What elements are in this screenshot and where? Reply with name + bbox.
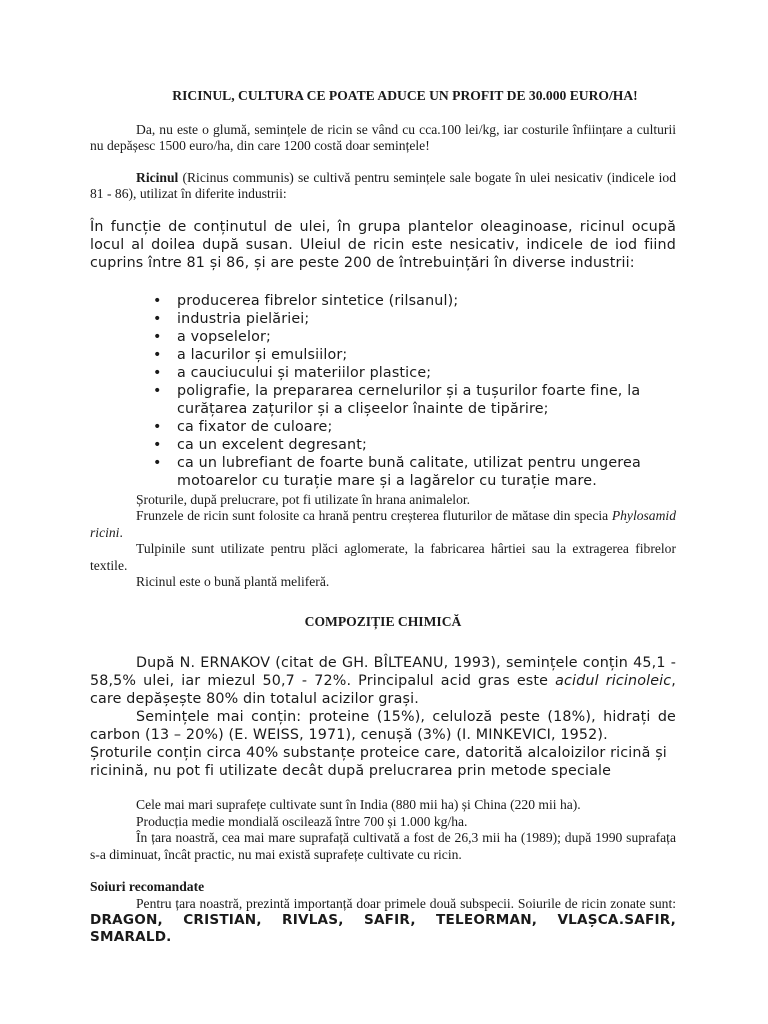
acid-name: acidul ricinoleic	[555, 673, 672, 689]
uses-list	[90, 292, 676, 490]
suprafete-paragraph-2: Producția medie mondială oscilează între 700 și 1.000 kg/ha.	[136, 813, 468, 829]
ricinul-bold: Ricinul	[136, 169, 179, 185]
section-title: COMPOZIȚIE CHIMICĂ	[304, 613, 462, 629]
compozitie-paragraph-1: După N. ERNAKOV (citat de GH. BÎLTEANU, 1993), semințele conțin 45,1 - 58,5% ulei, iar miezul 50,7 - 72%. Principalul acid gras este acidul ricinoleic, care depășește 80% din totalul acizilor grași.	[90, 655, 676, 707]
sroturi-paragraph: Șroturile, după prelucrare, pot fi utilizate în hrana animalelor.	[136, 491, 471, 507]
bullet-icon: •	[153, 454, 162, 471]
list-item: • a vopselelor;	[153, 328, 271, 345]
bullet-icon: •	[153, 346, 162, 363]
list-item: • poligrafie, la prepararea cernelurilor și a tușurilor foarte fine, la curățarea zațurilor și a clișeelor înainte de tipărire;	[153, 382, 641, 417]
suprafete-paragraph-1: Cele mai mari suprafețe cultivate sunt în India (880 mii ha) și China (220 mii ha).	[136, 797, 581, 812]
frunze-paragraph: Frunzele de ricin sunt folosite ca hrană pentru creșterea fluturilor de mătase din specia Phylosamid ricini.	[90, 508, 676, 540]
list-item: • a lacurilor și emulsiilor;	[153, 346, 348, 363]
bullet-icon: •	[153, 310, 162, 327]
ricinul-paragraph	[90, 170, 676, 203]
document-page	[90, 82, 676, 945]
list-item: • ca fixator de culoare;	[153, 418, 333, 435]
tulpini-paragraph: Tulpinile sunt utilizate pentru plăci aglomerate, la fabricarea hârtiei sau la extragerea fibrelor textile.	[90, 541, 676, 573]
suprafete-paragraph-3: În țara noastră, cea mai mare suprafață cultivată a fost de 26,3 mii ha (1989); după 1990 suprafața s-a diminuat, încât practic, nu mai există suprafețe cultivate cu ricin.	[90, 830, 676, 862]
bullet-icon: •	[153, 418, 162, 435]
compozitie-paragraph-2: Semințele mai conțin: proteine (15%), celuloză peste (18%), hidrați de carbon (13 – 20%) (E. WEISS, 1971), cenușă (3%) (I. MINKEVICI, 1952).	[90, 709, 676, 743]
intro-paragraph: Da, nu este o glumă, semințele de ricin se vând cu cca.100 lei/kg, iar costurile înființare a culturii nu depășesc 1500 euro/ha, din care 1200 costă doar semințele!	[90, 121, 676, 153]
list-item: • industria pielăriei;	[153, 310, 310, 327]
bullet-icon: •	[153, 292, 162, 309]
bullet-icon: •	[153, 364, 162, 381]
list-item: • a cauciucului și materiilor plastice;	[153, 364, 432, 381]
soiuri-names: DRAGON, CRISTIAN, RIVLAS, SAFIR, TELEORMAN, VLAȘCA.SAFIR, SMARALD.	[90, 912, 676, 945]
ricinul-text: (Ricinus communis) se cultivă pentru semințele sale bogate în ulei nesicativ (indicele iod 81 - 86), utilizat în diferite industrii:	[90, 169, 676, 201]
bullet-icon: •	[153, 382, 162, 399]
soiuri-paragraph: Pentru țara noastră, prezintă importanță doar primele două subspecii. Soiurile de ricin zonate sunt: DRAGON, CRISTIAN, RIVLAS, SAFIR, TELEORMAN, VLAȘCA.SAFIR, SMARALD.	[90, 895, 676, 945]
list-item: • ca un lubrefiant de foarte bună calitate, utilizat pentru ungerea motoarelor cu turație mare și a lagărelor cu turație mare.	[153, 454, 641, 489]
list-item: • producerea fibrelor sintetice (rilsanul);	[153, 292, 459, 309]
bullet-icon: •	[153, 328, 162, 345]
soiuri-title: Soiuri recomandate	[90, 879, 205, 894]
list-item: • ca un excelent degresant;	[153, 436, 367, 453]
melifera-paragraph: Ricinul este o bună plantă meliferă.	[136, 574, 330, 589]
species-name: Phylosamid ricini	[90, 508, 676, 540]
bullet-icon: •	[153, 436, 162, 453]
compozitie-paragraph-3: Șroturile conțin circa 40% substanțe proteice care, datorită alcaloizilor ricină și ricinină, nu pot fi utilizate decât după prelucrarea prin metode speciale	[90, 745, 667, 779]
oleaginous-paragraph: În funcție de conținutul de ulei, în grupa plantelor oleaginoase, ricinul ocupă locul al doilea după susan. Uleiul de ricin este nesicativ, indicele de iod fiind cuprins între 81 și 86, și are peste 200 de întrebuințări în diverse industrii:	[90, 218, 676, 271]
page-title: RICINUL, CULTURA CE POATE ADUCE UN PROFIT DE 30.000 EURO/HA!	[172, 88, 638, 103]
